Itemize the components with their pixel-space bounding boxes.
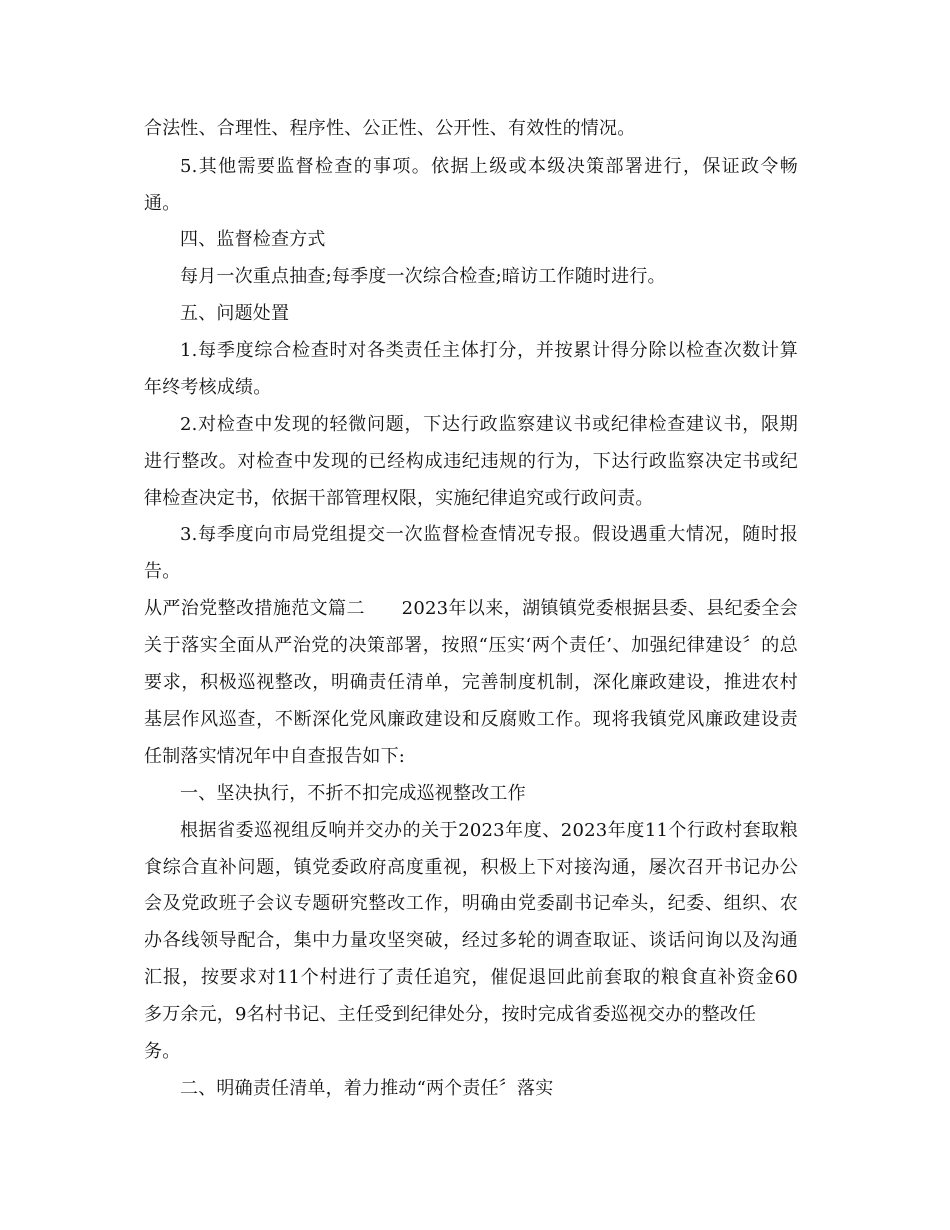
- text-line: 1.每季度综合检查时对各类责任主体打分，并按累计得分除以检查次数计算: [180, 340, 798, 361]
- text-line: 会及党政班子会议专题研究整改工作，明确由党委副书记牵头，纪委、组织、农: [144, 893, 798, 914]
- text-line: 进行整改。对检查中发现的已经构成违纪违规的行为，下达行政监察决定书或纪: [144, 451, 798, 472]
- text-line: 务。: [144, 1041, 181, 1062]
- text-line: 汇报，按要求对11个村进行了责任追究，催促退回此前套取的粮食直补资金60: [144, 967, 798, 988]
- text-line: 每月一次重点抽查;每季度一次综合检查;暗访工作随时进行。: [180, 266, 666, 287]
- text-line: 食综合直补问题，镇党委政府高度重视，积极上下对接沟通，屡次召开书记办公: [144, 857, 798, 878]
- text-line: 从严治党整改措施范文篇二 2023年以来，湖镇镇党委根据县委、县纪委全会: [144, 598, 798, 619]
- text-line: 2.对检查中发现的轻微问题，下达行政监察建议书或纪律检查建议书，限期: [180, 414, 798, 435]
- text-line: 合法性、合理性、程序性、公正性、公开性、有效性的情况。: [144, 118, 636, 139]
- text-line: 年终考核成绩。: [144, 377, 272, 398]
- text-line: 3.每季度向市局党组提交一次监督检查情况专报。假设遇重大情况，随时报: [180, 524, 798, 545]
- section-heading: 一、坚决执行，不折不扣完成巡视整改工作: [180, 783, 526, 804]
- text-line: 办各线领导配合，集中力量攻坚突破，经过多轮的调查取证、谈话问询以及沟通: [144, 930, 798, 951]
- text-line: 告。: [144, 561, 181, 582]
- text-line: 基层作风巡查，不断深化党风廉政建设和反腐败工作。现将我镇党风廉政建设责: [144, 709, 798, 730]
- section-heading: 五、问题处置: [180, 303, 290, 324]
- text-line: 关于落实全面从严治党的决策部署，按照“压实‘两个责任’、加强纪律建设〞的总: [144, 635, 798, 656]
- text-line: 律检查决定书，依据干部管理权限，实施纪律追究或行政问责。: [144, 488, 654, 509]
- section-heading: 四、监督检查方式: [180, 229, 326, 250]
- text-line: 根据省委巡视组反响并交办的关于2023年度、2023年度11个行政村套取粮: [180, 820, 798, 841]
- text-line: 5.其他需要监督检查的事项。依据上级或本级决策部署进行，保证政令畅: [180, 156, 798, 177]
- text-line: 多万余元，9名村书记、主任受到纪律处分，按时完成省委巡视交办的整改任: [144, 1004, 757, 1025]
- text-line: 要求，积极巡视整改，明确责任清单，完善制度机制，深化廉政建设，推进农村: [144, 672, 798, 693]
- text-line: 任制落实情况年中自查报告如下:: [144, 746, 406, 767]
- section-heading: 二、明确责任清单，着力推动“两个责任〞落实: [180, 1078, 554, 1099]
- text-line: 通。: [144, 193, 181, 214]
